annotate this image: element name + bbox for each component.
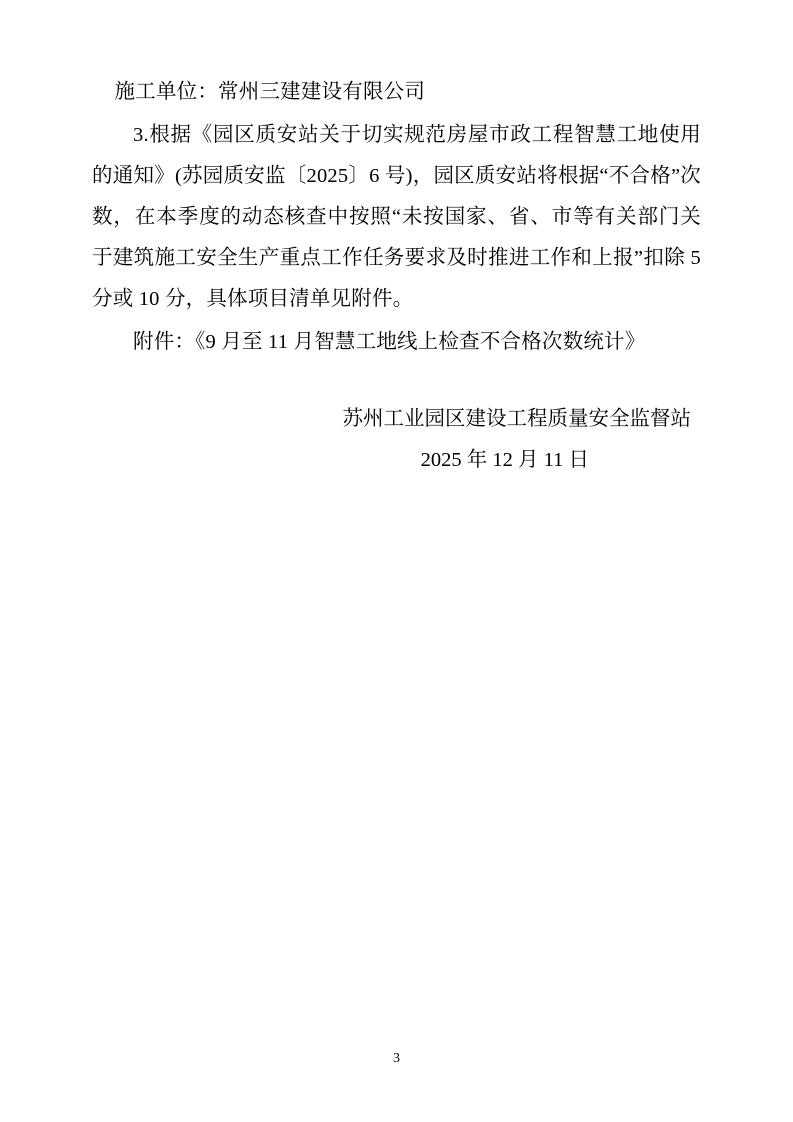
- signature-date: 2025 年 12 月 11 日: [420, 449, 589, 471]
- paragraph-attachment: 附件：《9 月至 11 月智慧工地线上检查不合格次数统计》: [133, 331, 646, 353]
- signature-block: [92, 399, 701, 481]
- paragraph-item-3: 3.根据《园区质安站关于切实规范房屋市政工程智慧工地使用的通知》(苏园质安监〔2025〕6 号)，园区质安站将根据“不合格”次数，在本季度的动态核查中按照“未按国家、省、市等有关部门关于建筑施工安全生产重点工作任务要求及时推进工作和上报”扣除 5 分或 10 分，具体项目清单见附件。: [92, 124, 701, 310]
- paragraph-construction-unit: 施工单位：常州三建建设有限公司: [114, 81, 426, 103]
- document-body: [92, 72, 701, 363]
- signature-organization: 苏州工业园区建设工程质量安全监督站: [342, 408, 691, 430]
- page-number: 3: [393, 1051, 400, 1066]
